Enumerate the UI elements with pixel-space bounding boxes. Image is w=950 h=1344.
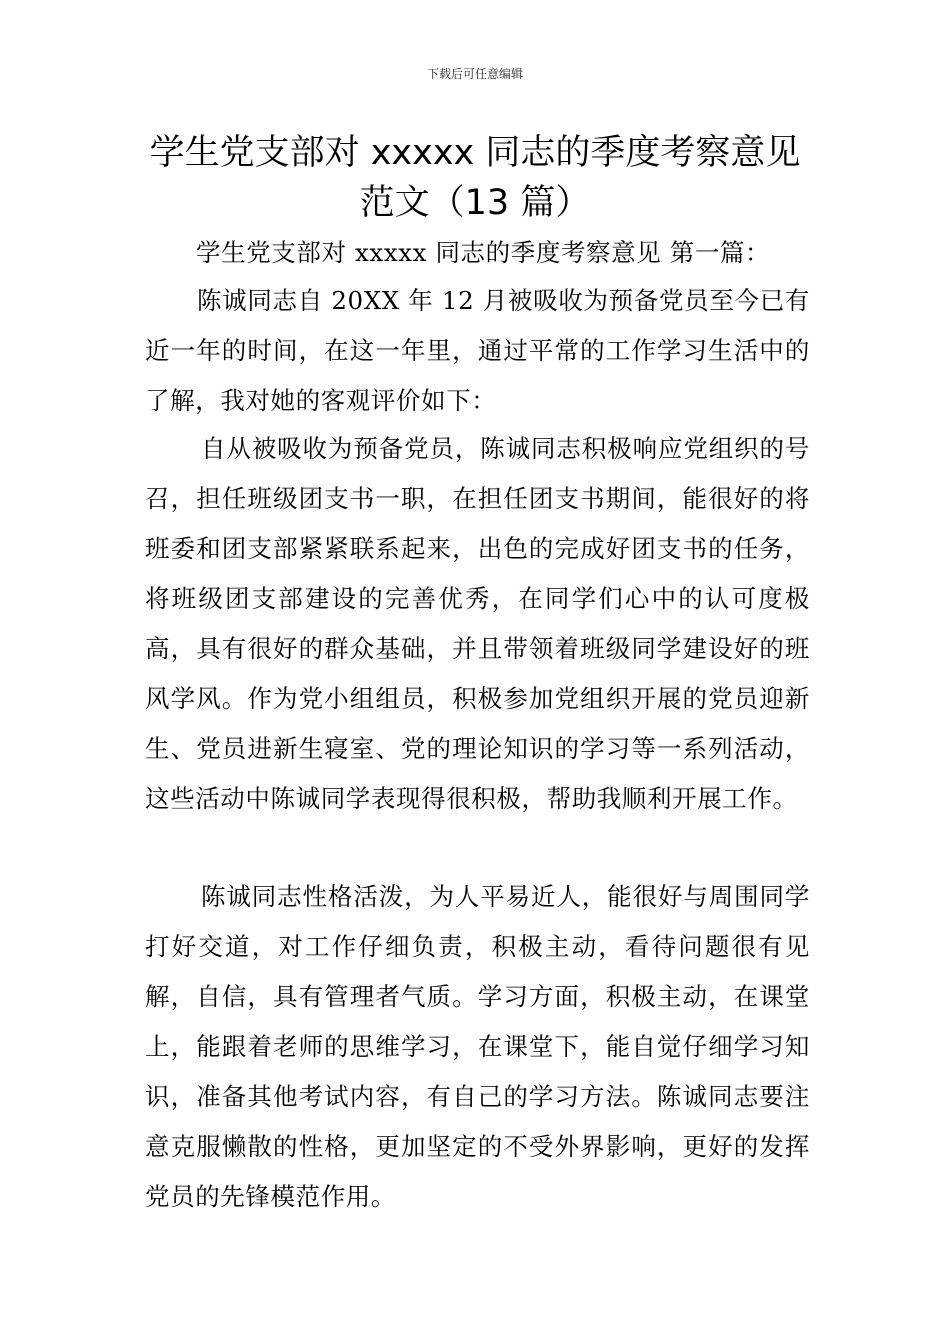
paragraph: 自从被吸收为预备党员，陈诚同志积极响应党组织的号召，担任班级团支书一职，在担任团支书期间，能很好的将班委和团支部紧紧联系起来，出色的完成好团支书的任务，将班级团支部建设的完善优秀，在同学们心中的认可度极高，具有很好的群众基础，并且带领着班级同学建设好的班风学风。作为党小组组员，积极参加党组织开展的党员迎新生、党员进新生寝室、党的理论知识的学习等一系列活动，这些活动中陈诚同学表现得很积极，帮助我顺利开展工作。 — [145, 434, 810, 813]
document-title-line-1: 学生党支部对 xxxxx 同志的季度考察意见 — [149, 133, 801, 173]
paragraph-block-1 — [145, 276, 810, 426]
paragraph: 陈诚同志性格活泼，为人平易近人，能很好与周围同学打好交道，对工作仔细负责，积极主动，看待问题很有见解，自信，具有管理者气质。学习方面，积极主动，在课堂上，能跟着老师的思维学习，在课堂下，能自觉仔细学习知识，准备其他考试内容，有自己的学习方法。陈诚同志要注意克服懒散的性格，更加坚定的不受外界影响，更好的发挥党员的先锋模范作用。 — [145, 882, 810, 1211]
paragraph: 陈诚同志自 20XX 年 12 月被吸收为预备党员至今已有近一年的时间，在这一年里，通过平常的工作学习生活中的了解，我对她的客观评价如下： — [145, 286, 810, 415]
paragraph-block-2 — [145, 424, 810, 824]
document-title-line-2: 范文（13 篇） — [359, 183, 591, 223]
section-heading: 学生党支部对 xxxxx 同志的季度考察意见 第一篇： — [196, 238, 771, 267]
paragraph-block-3 — [145, 872, 810, 1222]
header-note: 下载后可任意编辑 — [426, 67, 523, 81]
